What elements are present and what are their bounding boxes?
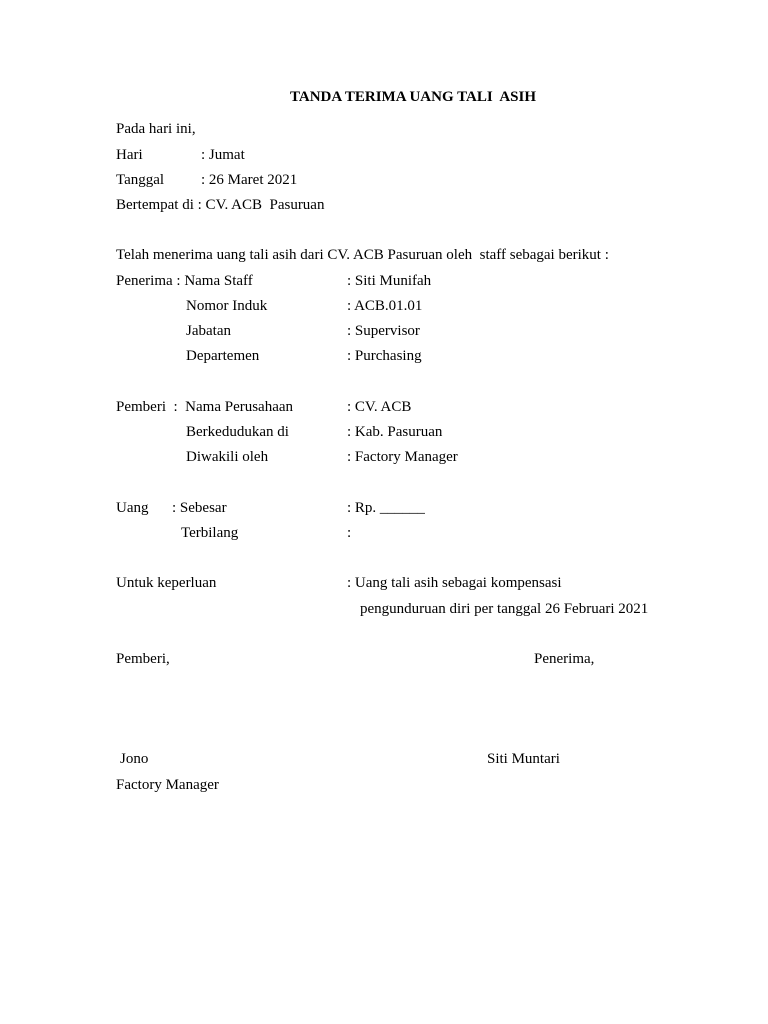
penerima-nomor-value: : ACB.01.01: [347, 298, 423, 314]
document-title: TANDA TERIMA UANG TALI ASIH: [289, 89, 537, 105]
intro-text: Pada hari ini,: [116, 121, 196, 137]
hari-label: Hari: [116, 147, 143, 163]
keperluan-value-line1: : Uang tali asih sebagai kompensasi: [347, 575, 562, 591]
statement-text: Telah menerima uang tali asih dari CV. ACB Pasuruan oleh staff sebagai berikut :: [116, 247, 609, 263]
penerima-jabatan-value: : Supervisor: [347, 323, 420, 339]
pemberi-diwakili-label: Diwakili oleh: [186, 449, 269, 465]
pemberi-kedudukan-value: : Kab. Pasuruan: [347, 424, 443, 440]
penerima-nama-label: Penerima : Nama Staff: [116, 273, 253, 289]
penerima-departemen-value: : Purchasing: [347, 348, 422, 364]
uang-terbilang-label: Terbilang: [181, 525, 239, 541]
keperluan-value-line2: pengunduruan diri per tanggal 26 Februari 2021: [360, 601, 649, 617]
uang-sebesar-value: : Rp. ______: [347, 500, 425, 516]
uang-sebesar-label: : Sebesar: [172, 500, 227, 516]
penerima-nomor-label: Nomor Induk: [186, 298, 268, 314]
penerima-departemen-label: Departemen: [186, 348, 260, 364]
penerima-nama-value: : Siti Munifah: [347, 273, 432, 289]
uang-label: Uang: [116, 500, 149, 516]
penerima-signature-name: Siti Muntari: [487, 751, 560, 767]
pemberi-kedudukan-label: Berkedudukan di: [186, 424, 289, 440]
pemberi-perusahaan-value: : CV. ACB: [347, 399, 412, 415]
keperluan-label: Untuk keperluan: [116, 575, 217, 591]
uang-terbilang-value: :: [347, 525, 352, 541]
pemberi-signature-label: Pemberi,: [116, 651, 170, 667]
pemberi-signature-title: Factory Manager: [116, 777, 219, 793]
tanggal-value: : 26 Maret 2021: [201, 172, 298, 188]
pemberi-perusahaan-label: Pemberi : Nama Perusahaan: [116, 399, 294, 415]
penerima-jabatan-label: Jabatan: [186, 323, 231, 339]
tanggal-label: Tanggal: [116, 172, 165, 188]
pemberi-diwakili-value: : Factory Manager: [347, 449, 458, 465]
hari-value: : Jumat: [201, 147, 245, 163]
pemberi-signature-name: Jono: [120, 751, 149, 767]
bertempat-text: Bertempat di : CV. ACB Pasuruan: [116, 197, 325, 213]
penerima-signature-label: Penerima,: [534, 651, 595, 667]
